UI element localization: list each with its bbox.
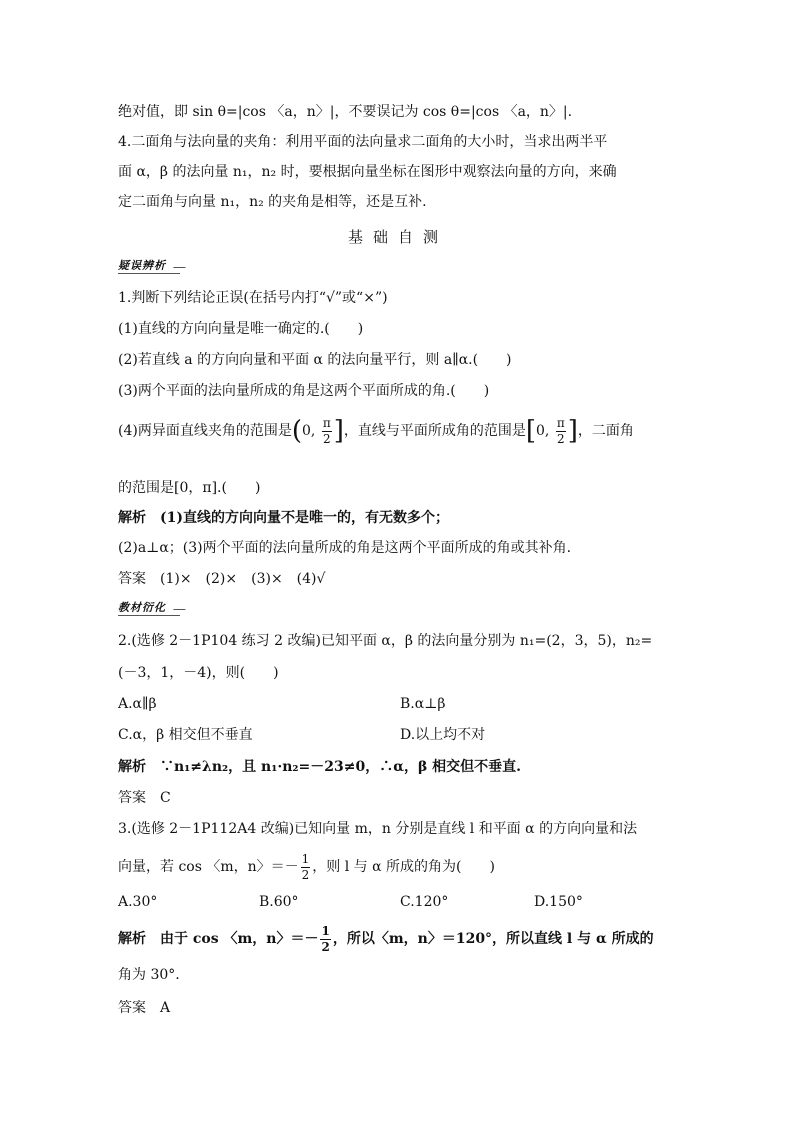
open-bracket-glyph: [ xyxy=(525,416,537,446)
q1-answer: 答案 (1)× (2)× (3)× (4)√ xyxy=(118,571,326,587)
section-tag-misconceptions: 疑误辨析 xyxy=(118,258,180,274)
section-tag-textbook: 教材衍化 xyxy=(118,600,180,616)
q2-option-b: B.α⊥β xyxy=(400,696,446,712)
q2-option-d: D.以上均不对 xyxy=(400,727,486,743)
q2-option-a: A.α∥β xyxy=(118,696,157,712)
intro-line-2: 4.二面角与法向量的夹角：利用平面的法向量求二面角的大小时，当求出两半平 xyxy=(118,134,608,150)
fraction-numerator: 1 xyxy=(321,923,330,938)
one-half-fraction xyxy=(320,924,330,955)
q1-statement-4 xyxy=(118,414,634,448)
close-bracket-glyph: ] xyxy=(333,416,344,446)
q3-option-c: C.120° xyxy=(400,894,449,910)
open-paren-glyph: ( xyxy=(291,416,302,446)
q3-option-d: D.150° xyxy=(534,894,583,910)
fraction-denominator: 2 xyxy=(301,867,310,882)
q1-statement-2: (2)若直线 a 的方向向量和平面 α 的法向量平行，则 a∥α.( ) xyxy=(118,352,512,368)
one-half-fraction xyxy=(301,852,311,883)
q1-s4-text-e: ，二面角 xyxy=(577,423,634,439)
q3-stem-2-text-a: 向量，若 cos 〈m，n〉＝－ xyxy=(118,859,299,875)
fraction-numerator: π xyxy=(322,415,331,430)
close-bracket-glyph: ] xyxy=(567,416,578,446)
q3-stem-1: 3.(选修 2－1P112A4 改编)已知向量 m，n 分别是直线 l 和平面 α 的方向向量和法 xyxy=(118,821,638,837)
q2-option-c: C.α，β 相交但不垂直 xyxy=(118,727,253,743)
q3-analysis xyxy=(118,922,654,956)
fraction-numerator: π xyxy=(556,415,565,430)
q3-analysis-text-b: ，所以〈m，n〉＝120°，所以直线 l 与 α 所成的 xyxy=(332,931,654,947)
q2-stem-1: 2.(选修 2－1P104 练习 2 改编)已知平面 α，β 的法向量分别为 n₁=(2，3，5)，n₂= xyxy=(118,633,653,649)
fraction-denominator: 2 xyxy=(322,431,331,446)
q3-stem-2-text-b: ，则 l 与 α 所成的角为( ) xyxy=(312,859,495,875)
section-title: 基础自测 xyxy=(347,228,448,246)
q3-stem-2 xyxy=(118,850,495,884)
q3-analysis-2: 角为 30°. xyxy=(118,967,180,983)
q1-statement-3: (3)两个平面的法向量所成的角是这两个平面所成的角.( ) xyxy=(118,383,490,399)
q3-option-a: A.30° xyxy=(118,894,158,910)
fraction-numerator: 1 xyxy=(301,851,310,866)
q1-s4-interval-2: 0, xyxy=(536,423,550,439)
q1-s4-text-c: ，直线与平面所成角的范围是 xyxy=(343,423,526,439)
q1-analysis-2: (2)a⊥α；(3)两个平面的法向量所成的角是这两个平面所成的角或其补角. xyxy=(118,540,572,556)
pi-over-2-fraction xyxy=(322,416,332,447)
pi-over-2-fraction xyxy=(556,416,566,447)
q1-statement-4-cont: 的范围是[0，π].( ) xyxy=(118,480,261,496)
q3-option-b: B.60° xyxy=(259,894,299,910)
q2-stem-2: (－3，1，－4)，则( ) xyxy=(118,665,279,681)
intro-line-3: 面 α，β 的法向量 n₁，n₂ 时，要根据向量坐标在图形中观察法向量的方向，来确 xyxy=(118,164,617,180)
fraction-denominator: 2 xyxy=(321,939,330,954)
intro-line-4: 定二面角与向量 n₁，n₂ 的夹角是相等，还是互补. xyxy=(118,194,427,210)
intro-line-1: 绝对值，即 sin θ=|cos 〈a，n〉|，不要误记为 cos θ=|cos 〈a，n〉|. xyxy=(118,104,573,120)
q2-answer: 答案 C xyxy=(118,790,171,806)
q3-answer: 答案 A xyxy=(118,1000,171,1016)
q1-stem: 1.判断下列结论正误(在括号内打“√”或“×”) xyxy=(118,290,388,306)
fraction-denominator: 2 xyxy=(556,431,565,446)
q1-s4-interval-1: 0, xyxy=(302,423,316,439)
q1-s4-text-a: (4)两异面直线夹角的范围是 xyxy=(118,423,292,439)
q2-analysis: 解析 ∵n₁≠λn₂，且 n₁·n₂=－23≠0，∴α，β 相交但不垂直. xyxy=(118,759,522,775)
q3-analysis-text-a: 解析 由于 cos 〈m，n〉＝－ xyxy=(118,931,319,947)
q1-analysis-1: 解析 (1)直线的方向向量不是唯一的，有无数多个； xyxy=(118,510,449,526)
q1-statement-1: (1)直线的方向向量是唯一确定的.( ) xyxy=(118,321,364,337)
